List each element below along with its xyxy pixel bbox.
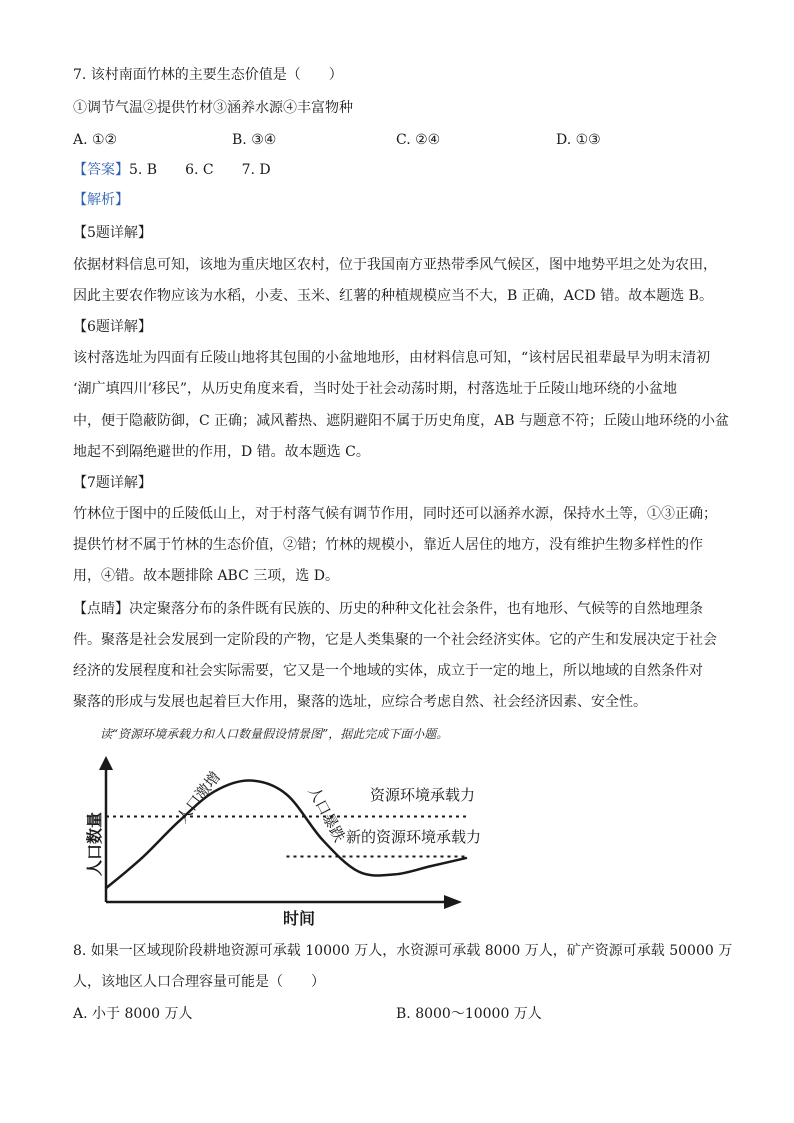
detail6-line: 中，便于隐蔽防御，C 正确；减风蓄热、遮阴避阳不属于历史角度，AB 与题意不符；丘陵山地环绕的小盆 — [73, 413, 730, 429]
q7-option-a: A. ①② — [73, 132, 118, 148]
population-chart — [85, 752, 510, 932]
q8-stem: 8. 如果一区域现阶段耕地资源可承载 10000 万人，水资源可承载 8000 万人，矿产资源可承载 50000 万 — [73, 943, 733, 959]
new-capacity-label: 新的资源环境承载力 — [346, 828, 482, 846]
comment-line — [73, 600, 703, 618]
detail5-tag: 【5题详解】 — [73, 225, 152, 241]
chart-intro: 读“资源环境承载力和人口数量假设情景图”，据此完成下面小题。 — [100, 727, 449, 741]
comment-line: 聚落的形成与发展也起着巨大作用，聚落的选址，应综合考虑自然、社会经济因素、安全性。 — [73, 694, 647, 710]
comment-tag: 【点睛】 — [73, 601, 129, 617]
answer-tag: 【答案】 — [73, 162, 129, 178]
y-axis-arrow — [99, 756, 113, 770]
q7-option-d: D. ①③ — [556, 132, 601, 148]
detail5-line: 因此主要农作物应该为水稻，小麦、玉米、红薯的种植规模应当不大，B 正确，ACD 错。故本题选 B。 — [73, 288, 713, 304]
detail7-line: 提供竹材不属于竹林的生态价值，②错；竹林的规模小，靠近人居住的地方，没有维护生物多样性的作 — [73, 537, 703, 553]
capacity-label: 资源环境承载力 — [370, 786, 476, 804]
crash-annotation: 人口暴跌 — [304, 783, 349, 845]
q8-option-a: A. 小于 8000 万人 — [73, 1006, 193, 1022]
y-axis-title: 人口数量 — [85, 811, 104, 876]
comment-text: 决定聚落分布的条件既有民族的、历史的种种文化社会条件，也有地形、气候等的自然地理条 — [129, 601, 703, 617]
detail7-tag: 【7题详解】 — [73, 475, 152, 491]
x-axis-arrow — [444, 895, 462, 909]
q7-stem: 7. 该村南面竹林的主要生态价值是（ ） — [73, 67, 343, 83]
x-axis-title: 时间 — [283, 909, 316, 928]
q7-option-c: C. ②④ — [396, 132, 441, 148]
detail7-line: 竹林位于图中的丘陵低山上，对于村落气候有调节作用，同时还可以涵养水源，保持水土等，①③正确； — [73, 506, 717, 522]
detail5-line: 依据材料信息可知，该地为重庆地区农村，位于我国南方亚热带季风气候区，图中地势平坦之处为农田， — [73, 257, 717, 273]
answer-text: 5. B 6. C 7. D — [129, 162, 271, 178]
detail6-line: 地起不到隔绝避世的作用，D 错。故本题选 C。 — [73, 444, 370, 460]
detail6-tag: 【6题详解】 — [73, 319, 152, 335]
detail7-line: 用，④错。故本题排除 ABC 三项，选 D。 — [73, 568, 339, 584]
answer-line — [73, 161, 271, 179]
surge-annotation: 人口激增 — [172, 768, 225, 827]
q8-option-b: B. 8000～10000 万人 — [396, 1006, 542, 1022]
detail6-line: ‘湖广填四川’移民”，从历史角度来看，当时处于社会动荡时期，村落选址于丘陵山地环绕的小盆地 — [73, 381, 678, 397]
q8-stem: 人，该地区人口合理容量可能是（ ） — [73, 974, 325, 990]
comment-line: 经济的发展程度和社会实际需要，它又是一个地域的实体，成立于一定的地上，所以地域的自然条件对 — [73, 663, 703, 679]
analysis-tag: 【解析】 — [73, 192, 129, 208]
detail6-line: 该村落选址为四面有丘陵山地将其包围的小盆地地形，由材料信息可知，“该村居民祖辈最早为明末清初 — [73, 350, 711, 366]
q7-items: ①调节气温②提供竹材③涵养水源④丰富物种 — [73, 100, 353, 116]
comment-line: 件。聚落是社会发展到一定阶段的产物，它是人类集聚的一个社会经济实体。它的产生和发展决定于社会 — [73, 632, 717, 648]
q7-option-b: B. ③④ — [232, 132, 277, 148]
